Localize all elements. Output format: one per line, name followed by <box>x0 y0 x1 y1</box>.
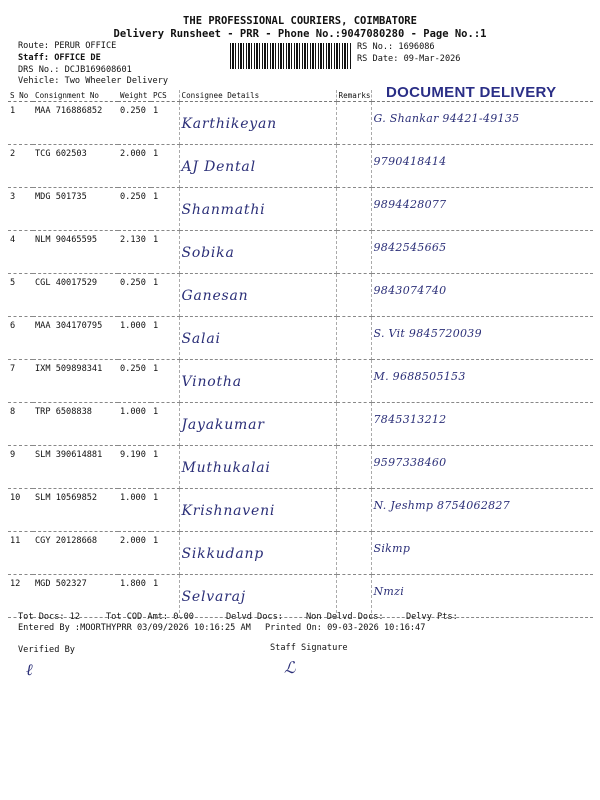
row-weight: 2.130 <box>118 231 151 274</box>
row-pcs: 1 <box>151 489 179 532</box>
signature-handwriting: 9790418414 <box>373 155 447 168</box>
row-pcs: 1 <box>151 446 179 489</box>
consignee-handwriting: Sikkudanp <box>181 546 265 562</box>
table-row <box>8 102 593 145</box>
row-remarks <box>336 145 371 188</box>
consignee-handwriting: Krishnaveni <box>181 503 276 519</box>
row-signature <box>371 489 593 532</box>
row-consignee <box>179 274 336 317</box>
row-consignee <box>179 403 336 446</box>
row-signature <box>371 317 593 360</box>
row-sno: 11 <box>8 532 33 575</box>
row-remarks <box>336 489 371 532</box>
row-consignee <box>179 446 336 489</box>
row-remarks <box>336 274 371 317</box>
verified-by-label: Verified By <box>18 645 75 655</box>
row-consignment: MGD 502327 <box>33 575 118 618</box>
consignee-handwriting: Jayakumar <box>181 417 265 433</box>
verifier-signature-mark: ℓ <box>26 660 33 679</box>
row-sno: 12 <box>8 575 33 618</box>
consignee-handwriting: AJ Dental <box>181 159 256 175</box>
row-pcs: 1 <box>151 403 179 446</box>
row-signature <box>371 360 593 403</box>
row-remarks <box>336 532 371 575</box>
row-consignee <box>179 532 336 575</box>
row-weight: 0.250 <box>118 274 151 317</box>
table-row <box>8 274 593 317</box>
row-consignee <box>179 360 336 403</box>
row-consignment: TRP 6508838 <box>33 403 118 446</box>
consignee-handwriting: Sobika <box>181 245 235 261</box>
col-remarks: Remarks <box>336 90 371 102</box>
row-signature <box>371 231 593 274</box>
table-row <box>8 360 593 403</box>
rs-date: RS Date: 09-Mar-2026 <box>357 54 461 64</box>
barcode-image <box>230 43 352 69</box>
signature-handwriting: Nmzi <box>373 585 405 598</box>
row-consignment: TCG 602503 <box>33 145 118 188</box>
drs-number: DRS No.: DCJB169608601 <box>18 65 132 75</box>
row-pcs: 1 <box>151 575 179 618</box>
row-pcs: 1 <box>151 274 179 317</box>
row-remarks <box>336 231 371 274</box>
row-remarks <box>336 403 371 446</box>
col-consignee: Consignee Details <box>179 90 336 102</box>
row-pcs: 1 <box>151 145 179 188</box>
row-weight: 9.190 <box>118 446 151 489</box>
rs-number: RS No.: 1696086 <box>357 42 435 52</box>
row-weight: 0.250 <box>118 360 151 403</box>
non-delivered-docs: Non Delvd Docs: <box>306 612 384 622</box>
row-consignment: SLM 390614881 <box>33 446 118 489</box>
row-consignment: CGL 40017529 <box>33 274 118 317</box>
row-consignment: IXM 509898341 <box>33 360 118 403</box>
row-signature <box>371 274 593 317</box>
signature-handwriting: Sikmp <box>373 542 411 555</box>
col-consignment: Consignment No <box>33 90 118 102</box>
row-sno: 9 <box>8 446 33 489</box>
row-sno: 6 <box>8 317 33 360</box>
table-row <box>8 231 593 274</box>
signature-handwriting: N. Jeshmp 8754062827 <box>373 499 511 512</box>
row-sno: 3 <box>8 188 33 231</box>
staff-signature-mark: ℒ <box>284 658 296 677</box>
delivery-points: Delvy Pts: <box>406 612 458 622</box>
consignee-handwriting: Vinotha <box>181 374 242 390</box>
table-row <box>8 403 593 446</box>
row-weight: 1.000 <box>118 317 151 360</box>
signature-handwriting: G. Shankar 94421-49135 <box>373 112 520 125</box>
route-field: Route: PERUR OFFICE <box>18 41 117 51</box>
row-pcs: 1 <box>151 317 179 360</box>
printed-on: Printed On: 09-03-2026 10:16:47 <box>265 623 426 633</box>
row-weight: 2.000 <box>118 532 151 575</box>
table-row <box>8 145 593 188</box>
row-pcs: 1 <box>151 360 179 403</box>
signature-handwriting: 9894428077 <box>373 198 447 211</box>
table-row <box>8 188 593 231</box>
row-signature <box>371 532 593 575</box>
consignee-handwriting: Salai <box>181 331 221 347</box>
signature-handwriting: 9597338460 <box>373 456 447 469</box>
row-remarks <box>336 360 371 403</box>
signature-handwriting: S. Vit 9845720039 <box>373 327 482 340</box>
row-signature <box>371 575 593 618</box>
company-title: THE PROFESSIONAL COURIERS, COIMBATORE <box>183 15 417 27</box>
signature-handwriting: 7845313212 <box>373 413 447 426</box>
row-pcs: 1 <box>151 102 179 145</box>
row-weight: 2.000 <box>118 145 151 188</box>
row-signature <box>371 188 593 231</box>
row-remarks <box>336 446 371 489</box>
row-consignee <box>179 188 336 231</box>
consignee-handwriting: Karthikeyan <box>181 116 277 132</box>
row-pcs: 1 <box>151 231 179 274</box>
total-docs: Tot Docs: 12 <box>18 612 81 622</box>
row-consignment: SLM 10569852 <box>33 489 118 532</box>
staff-field: Staff: OFFICE DE <box>18 53 101 63</box>
row-remarks <box>336 102 371 145</box>
consignee-handwriting: Shanmathi <box>181 202 266 218</box>
delivered-docs: Delvd Docs: <box>226 612 283 622</box>
row-consignee <box>179 317 336 360</box>
vehicle-field: Vehicle: Two Wheeler Delivery <box>18 76 169 86</box>
signature-handwriting: 9843074740 <box>373 284 447 297</box>
col-sno: S No <box>8 90 33 102</box>
consignee-handwriting: Muthukalai <box>181 460 271 476</box>
row-weight: 1.800 <box>118 575 151 618</box>
row-sno: 4 <box>8 231 33 274</box>
row-sno: 2 <box>8 145 33 188</box>
total-cod-amount: Tot COD Amt: 0.00 <box>106 612 194 622</box>
row-consignment: MAA 304170795 <box>33 317 118 360</box>
row-sno: 7 <box>8 360 33 403</box>
row-signature <box>371 145 593 188</box>
row-signature <box>371 403 593 446</box>
row-sno: 10 <box>8 489 33 532</box>
row-consignment: MAA 716886852 <box>33 102 118 145</box>
row-consignee <box>179 145 336 188</box>
entered-by: Entered By :MOORTHYPRR 03/09/2026 10:16:25 AM <box>18 623 251 633</box>
table-header-row <box>8 90 593 102</box>
row-consignee <box>179 489 336 532</box>
row-sno: 5 <box>8 274 33 317</box>
row-signature <box>371 102 593 145</box>
table-row <box>8 489 593 532</box>
table-row <box>8 575 593 618</box>
table-row <box>8 317 593 360</box>
document-delivery-stamp: DOCUMENT DELIVERY <box>386 84 557 101</box>
row-consignee <box>179 102 336 145</box>
runsheet-table <box>8 90 593 618</box>
row-pcs: 1 <box>151 188 179 231</box>
row-consignment: CGY 20128668 <box>33 532 118 575</box>
signature-handwriting: M. 9688505153 <box>373 370 466 383</box>
row-remarks <box>336 188 371 231</box>
signature-handwriting: 9842545665 <box>373 241 447 254</box>
staff-signature-label: Staff Signature <box>270 643 348 653</box>
row-remarks <box>336 317 371 360</box>
col-weight: Weight <box>118 90 151 102</box>
row-signature <box>371 446 593 489</box>
row-sno: 1 <box>8 102 33 145</box>
table-row <box>8 532 593 575</box>
row-weight: 0.250 <box>118 102 151 145</box>
row-consignment: MDG 501735 <box>33 188 118 231</box>
table-row <box>8 446 593 489</box>
row-weight: 1.000 <box>118 489 151 532</box>
row-weight: 0.250 <box>118 188 151 231</box>
row-pcs: 1 <box>151 532 179 575</box>
consignee-handwriting: Selvaraj <box>181 589 246 605</box>
row-weight: 1.000 <box>118 403 151 446</box>
col-signature <box>371 90 593 102</box>
consignee-handwriting: Ganesan <box>181 288 249 304</box>
runsheet-subtitle: Delivery Runsheet - PRR - Phone No.:9047080280 - Page No.:1 <box>113 28 487 40</box>
col-pcs: PCS <box>151 90 179 102</box>
row-sno: 8 <box>8 403 33 446</box>
row-consignee <box>179 231 336 274</box>
row-consignment: NLM 90465595 <box>33 231 118 274</box>
